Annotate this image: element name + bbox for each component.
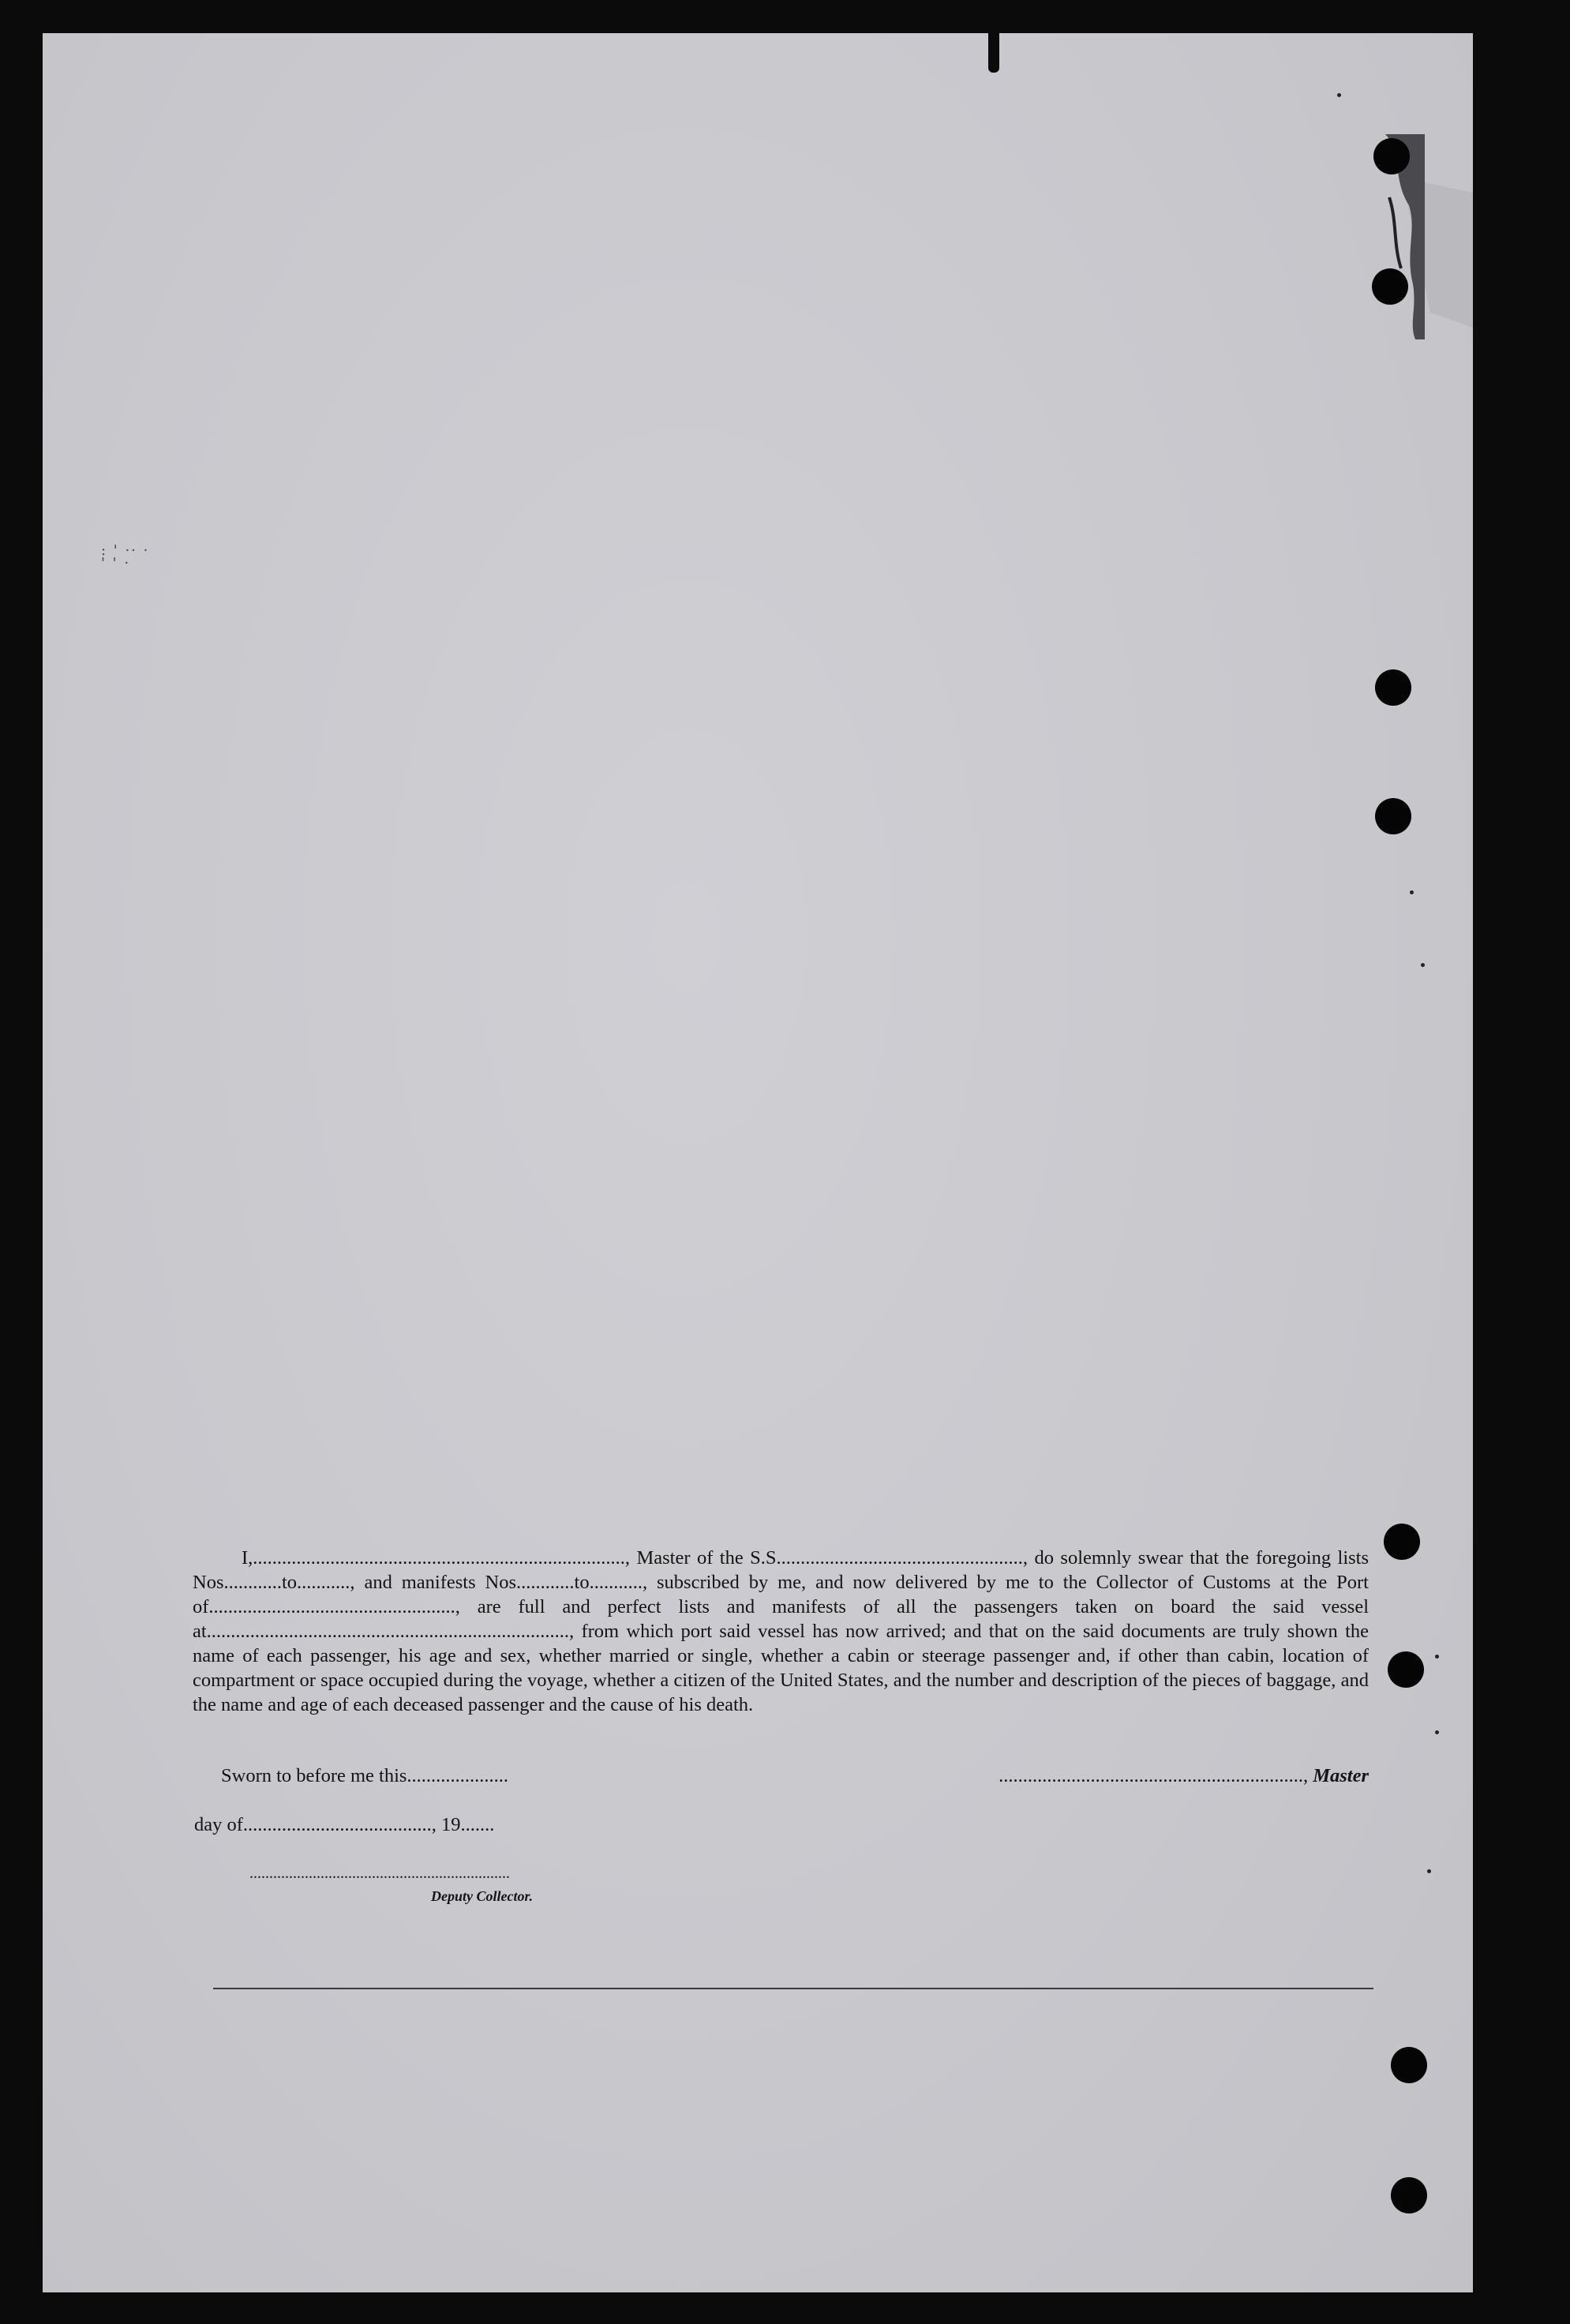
punch-hole <box>1391 2177 1427 2213</box>
deputy-collector-label: Deputy Collector. <box>431 1888 533 1904</box>
master-signature <box>999 1765 1369 1787</box>
punch-hole <box>1375 798 1411 834</box>
punch-hole <box>1373 138 1410 174</box>
sworn-text: Sworn to before me this..................... <box>221 1765 509 1786</box>
oath-paragraph: I,............................................................................., Master of the S.S..................................................., do solemnly swear that the foregoing lists Nos............to..........., and manifests Nos............to..........., subscribed by me, and now delivered by me to the Collector of Customs at the Port of..................................................., are full and perfect lists and manifests of all the passengers taken on board the said vessel at..........................................................................., from which port said vessel has now arrived; and that on the said documents are truly shown the name of each passenger, his age and sex, whether married or single, whether a cabin or steerage passenger and, if other than cabin, location of compartment or space occupied during the voyage, whether a citizen of the United States, and the number and description of the pieces of baggage, and the name and age of each deceased passenger and the cause of his death. <box>193 1547 1369 1715</box>
punch-hole <box>1372 268 1408 305</box>
day-of-line: day of......................................., 19....... <box>194 1814 495 1835</box>
master-label: Master <box>1313 1765 1369 1786</box>
speck <box>1435 1730 1439 1734</box>
ink-smudge: : ' ·· · ' ' · <box>101 542 150 572</box>
punch-hole <box>1391 2047 1427 2083</box>
punch-hole <box>1388 1651 1424 1688</box>
speck <box>1421 963 1425 967</box>
speck <box>1337 93 1341 97</box>
master-dots: ..............................................................., <box>999 1765 1309 1786</box>
punch-hole <box>1384 1524 1420 1560</box>
oath-text <box>193 1546 1369 1717</box>
speck <box>1427 1869 1431 1873</box>
speck <box>1435 1655 1439 1659</box>
speck <box>1410 890 1414 894</box>
paper-sheet <box>43 33 1473 2292</box>
deputy-signature-line: .................................................................. <box>249 1865 510 1882</box>
horizontal-rule <box>213 1988 1373 1989</box>
top-notch <box>988 28 999 73</box>
punch-hole <box>1375 669 1411 706</box>
